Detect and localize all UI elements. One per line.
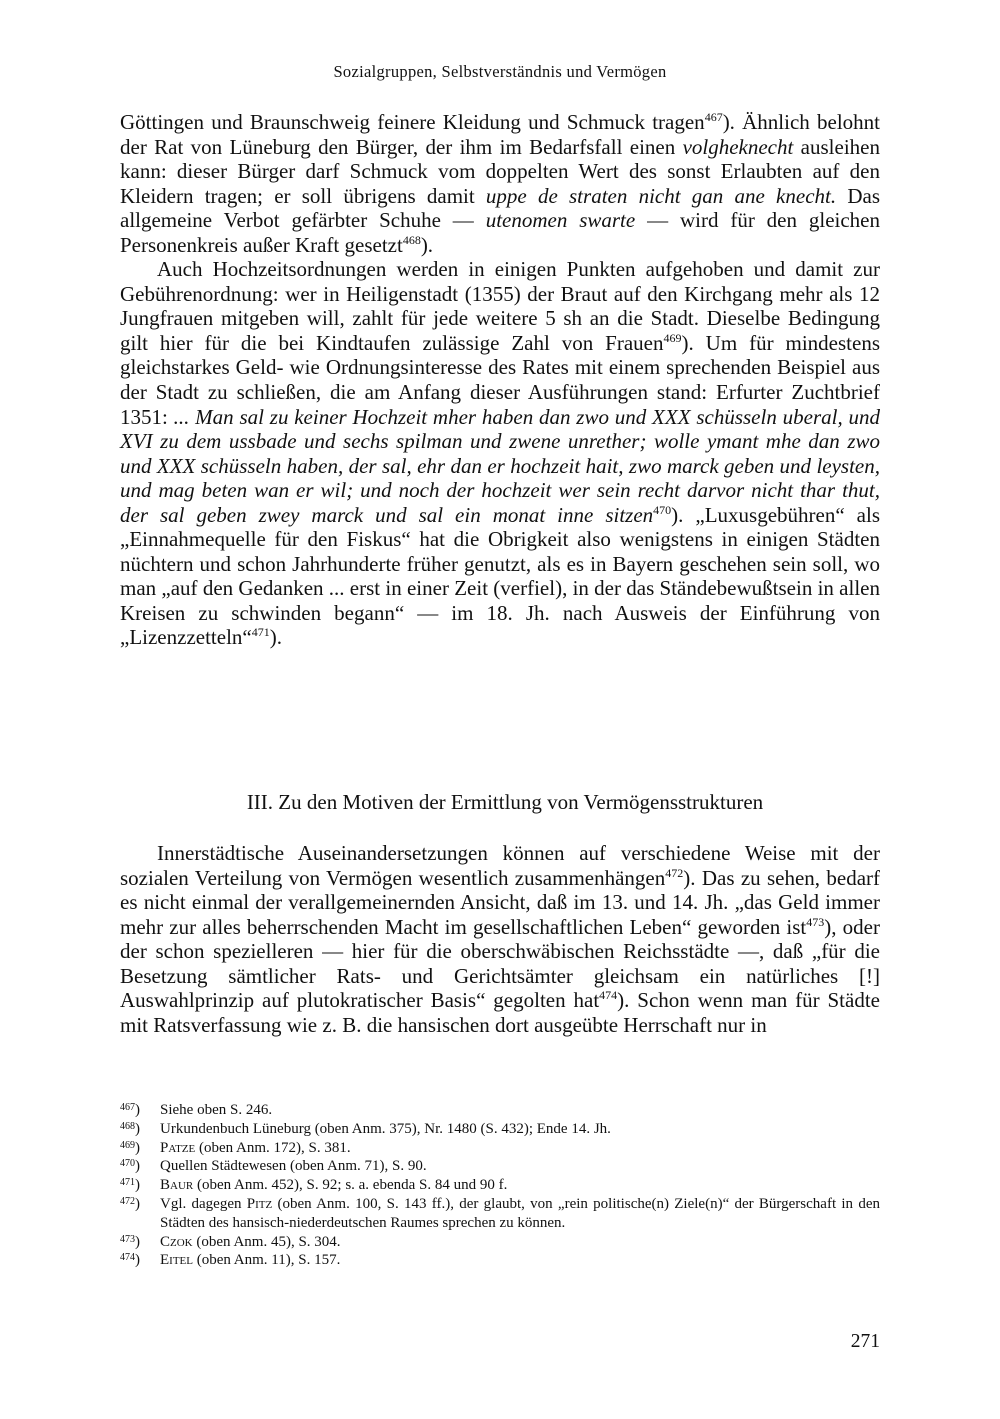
- footnote: [120, 1139, 880, 1158]
- text-span: Innerstädtische Auseinandersetzungen können auf verschiedene Weise mit der sozialen Verteilung von Vermögen wesentlich zusammenhängen: [120, 841, 880, 890]
- italic-quote: uppe de straten nicht gan ane knecht.: [485, 183, 837, 208]
- italic-term: utenomen swarte: [485, 208, 636, 233]
- footnote-ref-470[interactable]: 470: [653, 502, 672, 517]
- text-span: ). „Luxusgebühren“ als „Einnahmequelle für den Fiskus“ hat die Obrigkeit also wenigstens in einigen Städten nüchtern und schon Jahrhunderte früher genutzt, als es in Bayern geschehen sein soll, wo man „auf den Gedanken ... erst in einer Zeit (verfiel), in der das Ständebewußtsein in allen Kreisen zu schwinden begann“ — im 18. Jh. nach Ausweis der Einführung von „Lizenzzetteln“: [120, 502, 880, 650]
- main-text: [120, 110, 880, 650]
- text-span: ).: [269, 625, 282, 650]
- page-number: 271: [850, 1331, 880, 1352]
- footnotes: [120, 1101, 880, 1270]
- text-span: ). Ähnlich belohnt der Rat von Lüneburg den Bürger, der ihm im Bedarfsfall einen: [120, 110, 881, 159]
- paragraph-1: [120, 110, 880, 257]
- footnote-ref-469[interactable]: 469: [663, 330, 682, 345]
- footnote: [120, 1233, 880, 1252]
- footnote-number: $^{469}$): [120, 1139, 140, 1156]
- text-span: Göttingen und Braunschweig feinere Kleidung und Schmuck tragen: [120, 110, 705, 134]
- footnote: [120, 1251, 880, 1270]
- footnote-text: Quellen Städtewesen (oben Anm. 71), S. 90.: [160, 1158, 427, 1175]
- paragraph-2: [120, 257, 880, 650]
- page: [120, 0, 880, 1419]
- footnote: [120, 1176, 880, 1195]
- footnote-ref-468[interactable]: 468: [402, 232, 421, 247]
- text-span: ). Das zu sehen, bedarf es nicht einmal der verallgemeinernden Ansicht, daß im 13. und 14. Jh. „das Geld immer mehr zur alles beherrschenden Macht im gesellschaftlichen Leben“ geworden ist: [120, 865, 880, 939]
- footnote-ref-473[interactable]: 473: [806, 914, 825, 929]
- footnote-number: $^{470}$): [120, 1158, 140, 1175]
- footnote-text: Eitel (oben Anm. 11), S. 157.: [160, 1252, 341, 1269]
- italic-quote: ... Man sal zu keiner Hochzeit mher haben dan zwo und XXX schüsseln uberal, und XVI zu dem ussbade und sechs spilman und zwene unrether; wolle ymant mhe dan zwo und XXX schüsseln haben, der sal, ehr dan er hochzeit hait, zwo marck geben und leysten, und mag beten wan er wil; und noch der hochzeit wer sein recht darvor nicht thar thut, der sal geben zwey marck und sal ein monat inne sitzen: [120, 404, 880, 527]
- footnote-number: $^{471}$): [120, 1177, 140, 1194]
- footnote: [120, 1101, 880, 1120]
- text-span: ). Schon wenn man für Städte mit Ratsverfassung wie z. B. die hansischen dort ausgeübte Herrschaft nur in: [120, 988, 880, 1037]
- text-span: — wird für den gleichen Personenkreis außer Kraft gesetzt: [120, 208, 881, 257]
- footnote: [120, 1195, 880, 1233]
- text-span: ), oder der schon spezielleren — hier für die oberschwäbischen Reichsstädte —, daß „für die Besetzung sämtlicher Rats- und Gerichtsämter gleichsam ein natürliches [!] Auswahlprinzip auf plutokratischer Basis“ gegolten hat: [120, 914, 880, 1013]
- footnote-number: $^{474}$): [120, 1252, 140, 1269]
- footnote-number: $^{472}$): [120, 1195, 140, 1212]
- footnote-text: Vgl. dagegen Pitz (oben Anm. 100, S. 143 ff.), der glaubt, von „rein politische(n) Ziele(n)“ der Bürgerschaft in den Städten des hansisch-niederdeutschen Raumes sprechen zu können.: [160, 1195, 880, 1231]
- footnote-number: $^{467}$): [120, 1102, 140, 1118]
- footnote-number: $^{473}$): [120, 1233, 140, 1250]
- footnote-text: Urkundenbuch Lüneburg (oben Anm. 375), Nr. 1480 (S. 432); Ende 14. Jh.: [160, 1120, 611, 1137]
- text-span: ).: [420, 232, 434, 257]
- text-span: ausleihen kann: dieser Bürger darf Schmuck vom doppelten Wert des sonst Erlaubten auf den Kleidern tragen; er soll übrigens damit: [120, 134, 880, 208]
- running-head: Sozialgruppen, Selbstverständnis und Vermögen: [333, 62, 667, 81]
- footnote: [120, 1120, 880, 1139]
- footnote-text: Siehe oben S. 246.: [160, 1102, 273, 1118]
- footnote-text: Baur (oben Anm. 452), S. 92; s. a. ebenda S. 84 und 90 f.: [160, 1177, 508, 1194]
- footnote-ref-471[interactable]: 471: [251, 625, 270, 640]
- italic-term: volgheknecht: [682, 134, 794, 159]
- footnote-text: Patze (oben Anm. 172), S. 381.: [160, 1139, 351, 1156]
- section-heading: III. Zu den Motiven der Ermittlung von Vermögensstrukturen: [246, 790, 764, 814]
- footnote-number: $^{468}$): [120, 1120, 140, 1137]
- text-span: ). Um für mindestens gleichstarkes Geld- wie Ordnungsinteresse des Rates mit einem sprechenden Beispiel aus der Stadt zu schließen, die am Anfang dieser Ausführungen stand: Erfurter Zuchtbrief 1351:: [120, 330, 880, 429]
- footnote-ref-472[interactable]: 472: [665, 865, 684, 880]
- text-span: Das allgemeine Verbot gefärbter Schuhe —: [120, 183, 880, 233]
- section-text: [120, 841, 880, 1037]
- footnote-text: Czok (oben Anm. 45), S. 304.: [160, 1233, 341, 1250]
- footnote-ref-467[interactable]: 467: [704, 110, 723, 124]
- text-span: Auch Hochzeitsordnungen werden in einigen Punkten aufgehoben und damit zur Gebührenordnung: wer in Heiligenstadt (1355) der Braut auf den Kirchgang mehr als 12 Jungfrauen mitgeben will, zahlt für jede weitere 5 sh an die Stadt. Dieselbe Bedingung gilt hier für die bei Kindtaufen zulässige Zahl von Frauen: [120, 257, 880, 355]
- paragraph-3: [120, 841, 880, 1037]
- footnote-ref-474[interactable]: 474: [599, 988, 618, 1003]
- footnote: [120, 1157, 880, 1176]
